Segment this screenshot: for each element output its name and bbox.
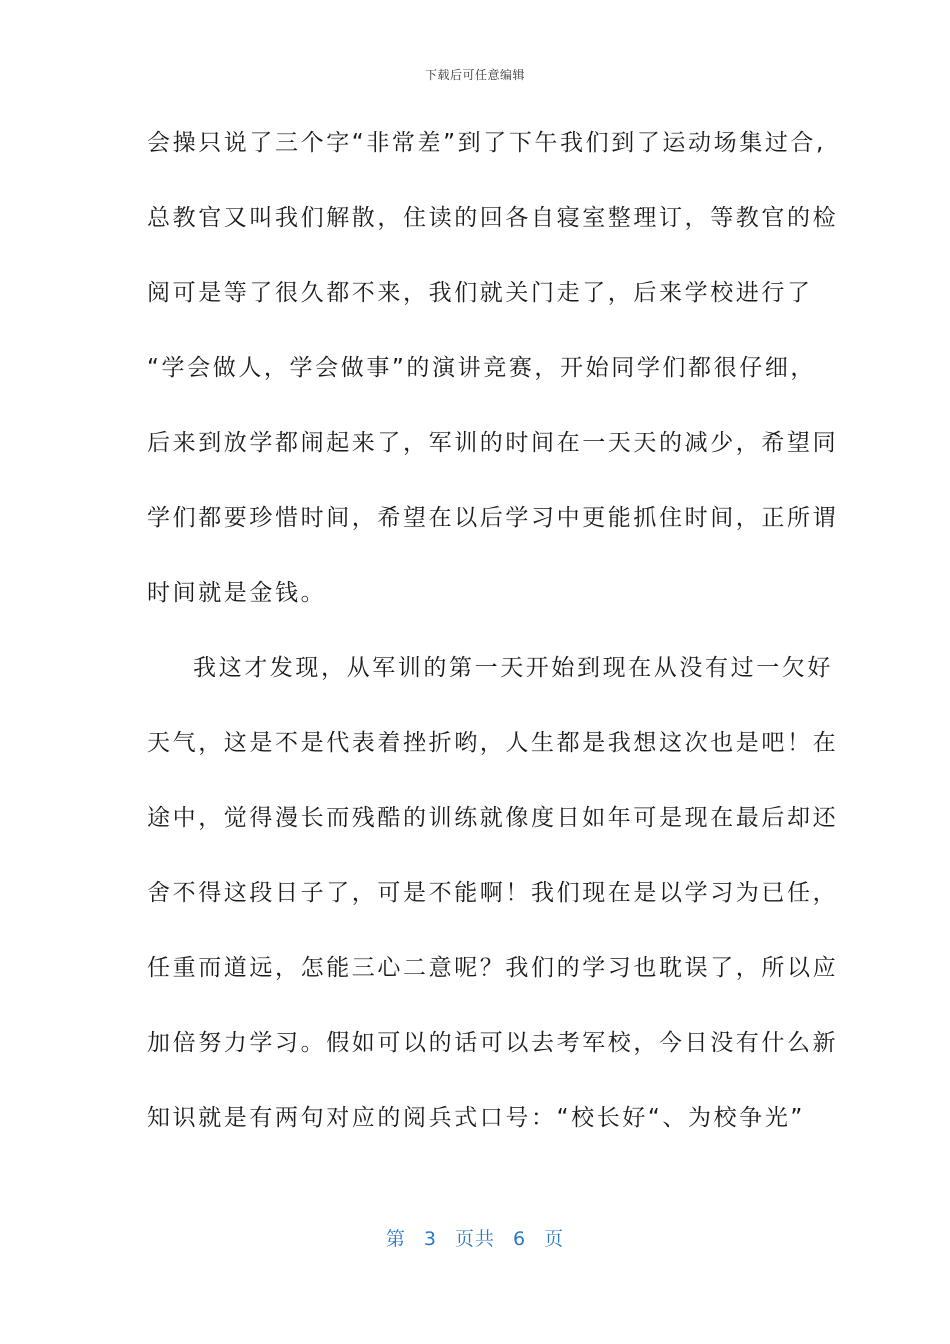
paragraph-1	[147, 118, 839, 643]
text-line: 知识就是有两句对应的阅兵式口号：“校长好“、为校争光”	[147, 1105, 805, 1131]
document-body	[147, 118, 839, 1168]
text-line: 任重而道远，怎能三心二意呢？我们的学习也耽误了，所以应	[147, 955, 839, 981]
footer-middle: 页共	[454, 1228, 495, 1250]
page-footer	[0, 1224, 950, 1251]
text-line: 加倍努力学习。假如可以的话可以去考军校，今日没有什么新	[147, 1030, 839, 1056]
page-header: 下载后可任意编辑	[424, 68, 525, 82]
text-line: 会操只说了三个字“非常差”到了下午我们到了运动场集过合,	[147, 130, 826, 156]
text-line: 学们都要珍惜时间，希望在以后学习中更能抓住时间，正所谓	[147, 505, 839, 531]
text-line: “学会做人，学会做事”的演讲竞赛，开始同学们都很仔细，	[147, 355, 817, 381]
text-line: 阅可是等了很久都不来，我们就关门走了，后来学校进行了	[147, 280, 813, 306]
text-line: 舍不得这段日子了，可是不能啊！我们现在是以学习为已任，	[147, 880, 839, 906]
text-line: 途中，觉得漫长而残酷的训练就像度日如年可是现在最后却还	[147, 805, 839, 831]
text-line: 天气，这是不是代表着挫折哟，人生都是我想这次也是吧！在	[147, 730, 839, 756]
footer-suffix: 页	[544, 1228, 565, 1250]
text-line: 后来到放学都闹起来了，军训的时间在一天天的减少，希望同	[147, 430, 839, 456]
current-page-number: 3	[423, 1228, 437, 1250]
total-pages-number: 6	[513, 1228, 527, 1250]
paragraph-2	[147, 643, 839, 1168]
text-line: 时间就是金钱。	[147, 580, 327, 606]
text-line-indented: 我这才发现，从军训的第一天开始到现在从没有过一欠好	[193, 655, 833, 681]
text-line: 总教官又叫我们解散，住读的回各自寝室整理订，等教官的检	[147, 205, 839, 231]
footer-prefix: 第	[385, 1228, 406, 1250]
